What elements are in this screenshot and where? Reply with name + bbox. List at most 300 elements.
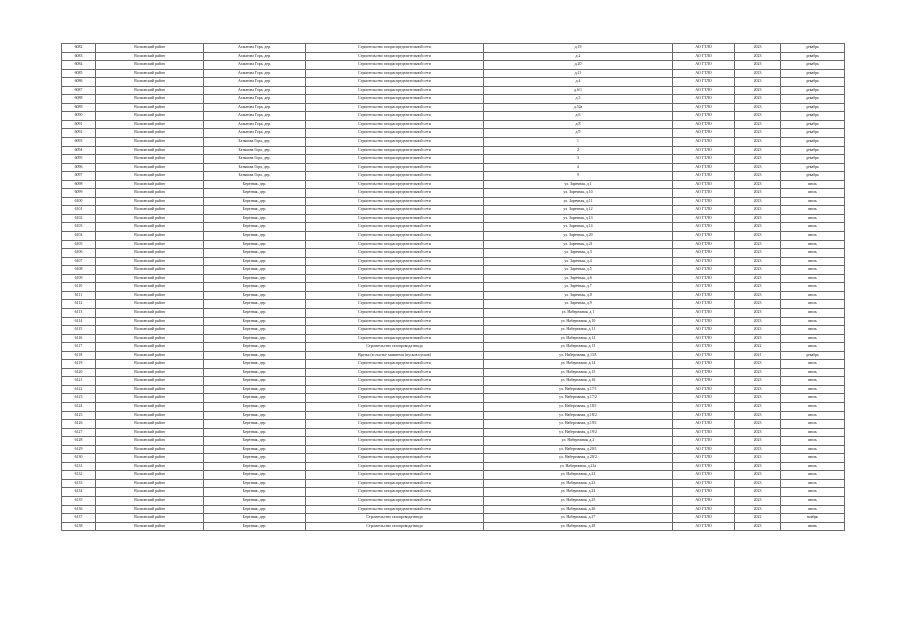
district-cell: Волховский район [96,52,204,61]
work-type-cell: Строительство газораспределительной сети [306,479,484,488]
year-cell: 2023 [735,206,781,215]
table-row [62,420,845,429]
row-number-cell: 6138 [62,522,96,531]
table-row [62,514,845,523]
row-number-cell: 6129 [62,445,96,454]
settlement-cell: Березняк, дер. [204,471,306,480]
district-cell: Волховский район [96,462,204,471]
address-cell: д.2 [484,52,673,61]
year-cell: 2023 [735,445,781,454]
work-type-cell: Строительство газопровода-ввода [306,522,484,531]
settlement-cell: Ахматова Гора, дер. [204,61,306,70]
month-cell: июль [781,274,845,283]
month-cell: июль [781,326,845,335]
month-cell: июль [781,291,845,300]
table-row [62,95,845,104]
year-cell: 2023 [735,274,781,283]
row-number-cell: 6127 [62,428,96,437]
row-number-cell: 6084 [62,61,96,70]
work-type-cell: Строительство газораспределительной сети [306,138,484,147]
row-number-cell: 6120 [62,368,96,377]
year-cell: 2023 [735,428,781,437]
year-cell: 2023 [735,505,781,514]
organization-cell: АО ГТЛО [673,402,735,411]
month-cell: июль [781,420,845,429]
district-cell: Волховский район [96,454,204,463]
month-cell: декабрь [781,129,845,138]
month-cell: июль [781,308,845,317]
district-cell: Волховский район [96,351,204,360]
organization-cell: АО ГТЛО [673,197,735,206]
district-cell: Волховский район [96,488,204,497]
table-row [62,326,845,335]
table-row [62,411,845,420]
row-number-cell: 6124 [62,402,96,411]
settlement-cell: Березняк, дер. [204,437,306,446]
table-row [62,274,845,283]
address-cell: ул. Набережная, д.26 [484,505,673,514]
table-row [62,394,845,403]
address-cell: ул. Заречная, д.7 [484,283,673,292]
organization-cell: АО ГТЛО [673,240,735,249]
organization-cell: АО ГТЛО [673,180,735,189]
row-number-cell: 6137 [62,514,96,523]
row-number-cell: 6117 [62,343,96,352]
settlement-cell: Березняк, дер. [204,326,306,335]
row-number-cell: 6116 [62,334,96,343]
year-cell: 2023 [735,454,781,463]
address-cell: ул. Набережная, д.19/2 [484,428,673,437]
table-body [62,44,845,531]
table-row [62,437,845,446]
settlement-cell: Березняк, дер. [204,394,306,403]
settlement-cell: Березняк, дер. [204,402,306,411]
settlement-cell: Березняк, дер. [204,334,306,343]
row-number-cell: 6111 [62,291,96,300]
table-row [62,257,845,266]
organization-cell: АО ГТЛО [673,172,735,181]
settlement-cell: Ахматова Гора, дер. [204,78,306,87]
organization-cell: АО ГТЛО [673,326,735,335]
district-cell: Волховский район [96,334,204,343]
row-number-cell: 6102 [62,214,96,223]
settlement-cell: Березняк, дер. [204,445,306,454]
work-type-cell: Строительство газораспределительной сети [306,44,484,53]
year-cell: 2023 [735,368,781,377]
row-number-cell: 6130 [62,454,96,463]
month-cell: июль [781,240,845,249]
table-row [62,249,845,258]
work-type-cell: Строительство газораспределительной сети [306,360,484,369]
month-cell: декабрь [781,138,845,147]
month-cell: июль [781,437,845,446]
settlement-cell: Березняк, дер. [204,206,306,215]
settlement-cell: Березняк, дер. [204,223,306,232]
month-cell: декабрь [781,103,845,112]
settlement-cell: Белякова Гора, дер. [204,138,306,147]
district-cell: Волховский район [96,146,204,155]
month-cell: июль [781,197,845,206]
settlement-cell: Березняк, дер. [204,462,306,471]
organization-cell: АО ГТЛО [673,232,735,241]
month-cell: июль [781,402,845,411]
work-type-cell: Строительство газораспределительной сети [306,240,484,249]
year-cell: 2023 [735,61,781,70]
work-type-cell: Строительство газопровода-ввода [306,514,484,523]
district-cell: Волховский район [96,420,204,429]
settlement-cell: Ахматова Гора, дер. [204,69,306,78]
organization-cell: АО ГТЛО [673,223,735,232]
address-cell: 3 [484,155,673,164]
settlement-cell: Березняк, дер. [204,317,306,326]
district-cell: Волховский район [96,163,204,172]
month-cell: декабрь [781,95,845,104]
table-row [62,103,845,112]
address-cell: ул. Заречная, д.6 [484,274,673,283]
settlement-cell: Березняк, дер. [204,240,306,249]
organization-cell: АО ГТЛО [673,522,735,531]
row-number-cell: 6095 [62,155,96,164]
table-row [62,61,845,70]
district-cell: Волховский район [96,343,204,352]
year-cell: 2023 [735,172,781,181]
organization-cell: АО ГТЛО [673,52,735,61]
address-cell: ул. Набережная, д.24 [484,488,673,497]
work-type-cell: Строительство газораспределительной сети [306,155,484,164]
organization-cell: АО ГТЛО [673,360,735,369]
table-row [62,385,845,394]
row-number-cell: 6115 [62,326,96,335]
year-cell: 2023 [735,308,781,317]
month-cell: июль [781,223,845,232]
work-type-cell: Строительство газораспределительной сети [306,385,484,394]
address-cell: ул. Заречная, д.5 [484,266,673,275]
organization-cell: АО ГТЛО [673,155,735,164]
address-cell: ул. Заречная, д.14 [484,223,673,232]
address-cell: ул. Набережная, д.1 [484,308,673,317]
table-row [62,206,845,215]
row-number-cell: 6128 [62,437,96,446]
address-cell: ул. Набережная, д.28 [484,522,673,531]
row-number-cell: 6091 [62,120,96,129]
month-cell: июль [781,377,845,386]
year-cell: 2023 [735,163,781,172]
district-cell: Волховский район [96,283,204,292]
work-type-cell: Строительство газораспределительной сети [306,249,484,258]
organization-cell: АО ГТЛО [673,514,735,523]
year-cell: 2023 [735,462,781,471]
settlement-cell: Ахматова Гора, дер. [204,129,306,138]
district-cell: Волховский район [96,514,204,523]
address-cell: ул. Набережная, д.21а [484,462,673,471]
month-cell: ноябрь [781,514,845,523]
row-number-cell: 6087 [62,86,96,95]
organization-cell: АО ГТЛО [673,385,735,394]
table-row [62,462,845,471]
row-number-cell: 6083 [62,52,96,61]
table-row [62,172,845,181]
work-type-cell: Строительство газораспределительной сети [306,78,484,87]
address-cell: ул. Заречная, д.9 [484,300,673,309]
address-cell: ул. Набережная, д.27 [484,514,673,523]
table-row [62,146,845,155]
address-cell: 4 [484,163,673,172]
settlement-cell: Березняк, дер. [204,214,306,223]
row-number-cell: 6085 [62,69,96,78]
district-cell: Волховский район [96,232,204,241]
organization-cell: АО ГТЛО [673,334,735,343]
district-cell: Волховский район [96,172,204,181]
address-cell: д.6/1 [484,86,673,95]
work-type-cell: Строительство газораспределительной сети [306,266,484,275]
year-cell: 2023 [735,214,781,223]
district-cell: Волховский район [96,428,204,437]
settlement-cell: Ахматова Гора, дер. [204,95,306,104]
year-cell: 2021 [735,351,781,360]
settlement-cell: Березняк, дер. [204,232,306,241]
organization-cell: АО ГТЛО [673,291,735,300]
year-cell: 2023 [735,112,781,121]
table-row [62,69,845,78]
district-cell: Волховский район [96,223,204,232]
organization-cell: АО ГТЛО [673,351,735,360]
organization-cell: АО ГТЛО [673,129,735,138]
organization-cell: АО ГТЛО [673,300,735,309]
year-cell: 2023 [735,95,781,104]
address-cell: ул. Заречная, д.20 [484,232,673,241]
address-cell: ул. Набережная, д.17/2 [484,394,673,403]
table-row [62,44,845,53]
district-cell: Волховский район [96,197,204,206]
work-type-cell: Строительство газораспределительной сети [306,283,484,292]
district-cell: Волховский район [96,95,204,104]
year-cell: 2023 [735,326,781,335]
organization-cell: АО ГТЛО [673,308,735,317]
organization-cell: АО ГТЛО [673,428,735,437]
month-cell: декабрь [781,44,845,53]
settlement-cell: Березняк, дер. [204,505,306,514]
row-number-cell: 6134 [62,488,96,497]
organization-cell: АО ГТЛО [673,488,735,497]
year-cell: 2023 [735,129,781,138]
year-cell: 2023 [735,266,781,275]
month-cell: июль [781,266,845,275]
month-cell: июль [781,471,845,480]
settlement-cell: Березняк, дер. [204,454,306,463]
work-type-cell: Строительство газораспределительной сети [306,377,484,386]
row-number-cell: 6100 [62,197,96,206]
address-cell: ул. Заречная, д.13 [484,214,673,223]
year-cell: 2023 [735,120,781,129]
row-number-cell: 6108 [62,266,96,275]
row-number-cell: 6098 [62,180,96,189]
row-number-cell: 6099 [62,189,96,198]
month-cell: июль [781,385,845,394]
settlement-cell: Березняк, дер. [204,428,306,437]
district-cell: Волховский район [96,103,204,112]
address-cell: ул. Заречная, д.12 [484,206,673,215]
settlement-cell: Березняк, дер. [204,351,306,360]
settlement-cell: Березняк, дер. [204,308,306,317]
settlement-cell: Березняк, дер. [204,189,306,198]
work-type-cell: Строительство газораспределительной сети [306,189,484,198]
settlement-cell: Березняк, дер. [204,257,306,266]
table-row [62,78,845,87]
row-number-cell: 6107 [62,257,96,266]
address-cell: д.6 [484,112,673,121]
organization-cell: АО ГТЛО [673,86,735,95]
district-cell: Волховский район [96,394,204,403]
work-type-cell: Строительство газораспределительной сети [306,411,484,420]
organization-cell: АО ГТЛО [673,69,735,78]
year-cell: 2023 [735,240,781,249]
month-cell: декабрь [781,155,845,164]
settlement-cell: Березняк, дер. [204,514,306,523]
row-number-cell: 6136 [62,505,96,514]
table-row [62,479,845,488]
work-type-cell: Строительство газораспределительной сети [306,129,484,138]
row-number-cell: 6094 [62,146,96,155]
year-cell: 2023 [735,360,781,369]
table-row [62,317,845,326]
year-cell: 2023 [735,69,781,78]
year-cell: 2023 [735,155,781,164]
work-type-cell: Строительство газораспределительной сети [306,180,484,189]
organization-cell: АО ГТЛО [673,44,735,53]
year-cell: 2023 [735,496,781,505]
settlement-cell: Березняк, дер. [204,197,306,206]
settlement-cell: Березняк, дер. [204,522,306,531]
month-cell: июль [781,232,845,241]
settlement-cell: Березняк, дер. [204,368,306,377]
address-cell: д.5 [484,95,673,104]
district-cell: Волховский район [96,180,204,189]
district-cell: Волховский район [96,377,204,386]
settlement-cell: Ахматова Гора, дер. [204,112,306,121]
table-row [62,428,845,437]
settlement-cell: Березняк, дер. [204,180,306,189]
row-number-cell: 6096 [62,163,96,172]
organization-cell: АО ГТЛО [673,445,735,454]
month-cell: июль [781,411,845,420]
address-cell: д.20 [484,61,673,70]
table-row [62,223,845,232]
row-number-cell: 6104 [62,232,96,241]
month-cell: июль [781,488,845,497]
table-row [62,266,845,275]
settlement-cell: Ахматова Гора, дер. [204,52,306,61]
district-cell: Волховский район [96,411,204,420]
district-cell: Волховский район [96,317,204,326]
year-cell: 2023 [735,189,781,198]
year-cell: 2023 [735,103,781,112]
settlement-cell: Белякова Гора, дер. [204,163,306,172]
year-cell: 2023 [735,471,781,480]
organization-cell: АО ГТЛО [673,462,735,471]
month-cell: декабрь [781,69,845,78]
row-number-cell: 6103 [62,223,96,232]
organization-cell: АО ГТЛО [673,163,735,172]
address-cell: ул. Набережная, д.14 [484,360,673,369]
month-cell: июль [781,214,845,223]
address-cell: ул. Заречная, д.1 [484,180,673,189]
year-cell: 2023 [735,437,781,446]
district-cell: Волховский район [96,240,204,249]
address-cell: ул. Набережная, д.13 [484,343,673,352]
work-type-cell: Строительство газораспределительной сети [306,86,484,95]
address-cell: д.8 [484,120,673,129]
work-type-cell: Строительство газораспределительной сети [306,368,484,377]
table-row [62,155,845,164]
organization-cell: АО ГТЛО [673,138,735,147]
table-row [62,86,845,95]
month-cell: июнь [781,522,845,531]
month-cell: декабрь [781,172,845,181]
address-cell: ул. Заречная, д.8 [484,291,673,300]
district-cell: Волховский район [96,155,204,164]
year-cell: 2023 [735,232,781,241]
settlement-cell: Березняк, дер. [204,291,306,300]
month-cell: июль [781,368,845,377]
address-cell: д.19 [484,44,673,53]
district-cell: Волховский район [96,129,204,138]
month-cell: декабрь [781,112,845,121]
work-type-cell: Строительство газораспределительной сети [306,326,484,335]
table-row [62,454,845,463]
month-cell: июль [781,206,845,215]
settlement-cell: Березняк, дер. [204,249,306,258]
row-number-cell: 6135 [62,496,96,505]
settlement-cell: Березняк, дер. [204,420,306,429]
work-type-cell: Строительство газораспределительной сети [306,61,484,70]
table-row [62,163,845,172]
table-row [62,522,845,531]
month-cell: июль [781,189,845,198]
year-cell: 2023 [735,522,781,531]
month-cell: июль [781,394,845,403]
work-type-cell: Строительство газораспределительной сети [306,505,484,514]
address-cell: ул. Набережная, д.2 [484,437,673,446]
work-type-cell: Строительство газораспределительной сети [306,69,484,78]
table-row [62,402,845,411]
work-type-cell: Строительство газораспределительной сети [306,334,484,343]
district-cell: Волховский район [96,522,204,531]
address-cell: ул. Заречная, д.21 [484,240,673,249]
month-cell: июль [781,505,845,514]
address-cell: ул. Набережная, д.13А [484,351,673,360]
month-cell: декабрь [781,163,845,172]
table-row [62,488,845,497]
year-cell: 2023 [735,402,781,411]
settlement-cell: Березняк, дер. [204,479,306,488]
settlement-cell: Березняк, дер. [204,385,306,394]
row-number-cell: 6132 [62,471,96,480]
year-cell: 2023 [735,300,781,309]
organization-cell: АО ГТЛО [673,189,735,198]
address-cell: 1 [484,138,673,147]
row-number-cell: 6097 [62,172,96,181]
district-cell: Волховский район [96,249,204,258]
row-number-cell: 6121 [62,377,96,386]
address-cell: ул. Заречная, д.11 [484,197,673,206]
row-number-cell: 6133 [62,479,96,488]
gasification-schedule-table [61,43,845,531]
year-cell: 2023 [735,249,781,258]
work-type-cell: Строительство газораспределительной сети [306,488,484,497]
year-cell: 2023 [735,146,781,155]
row-number-cell: 6126 [62,420,96,429]
organization-cell: АО ГТЛО [673,505,735,514]
